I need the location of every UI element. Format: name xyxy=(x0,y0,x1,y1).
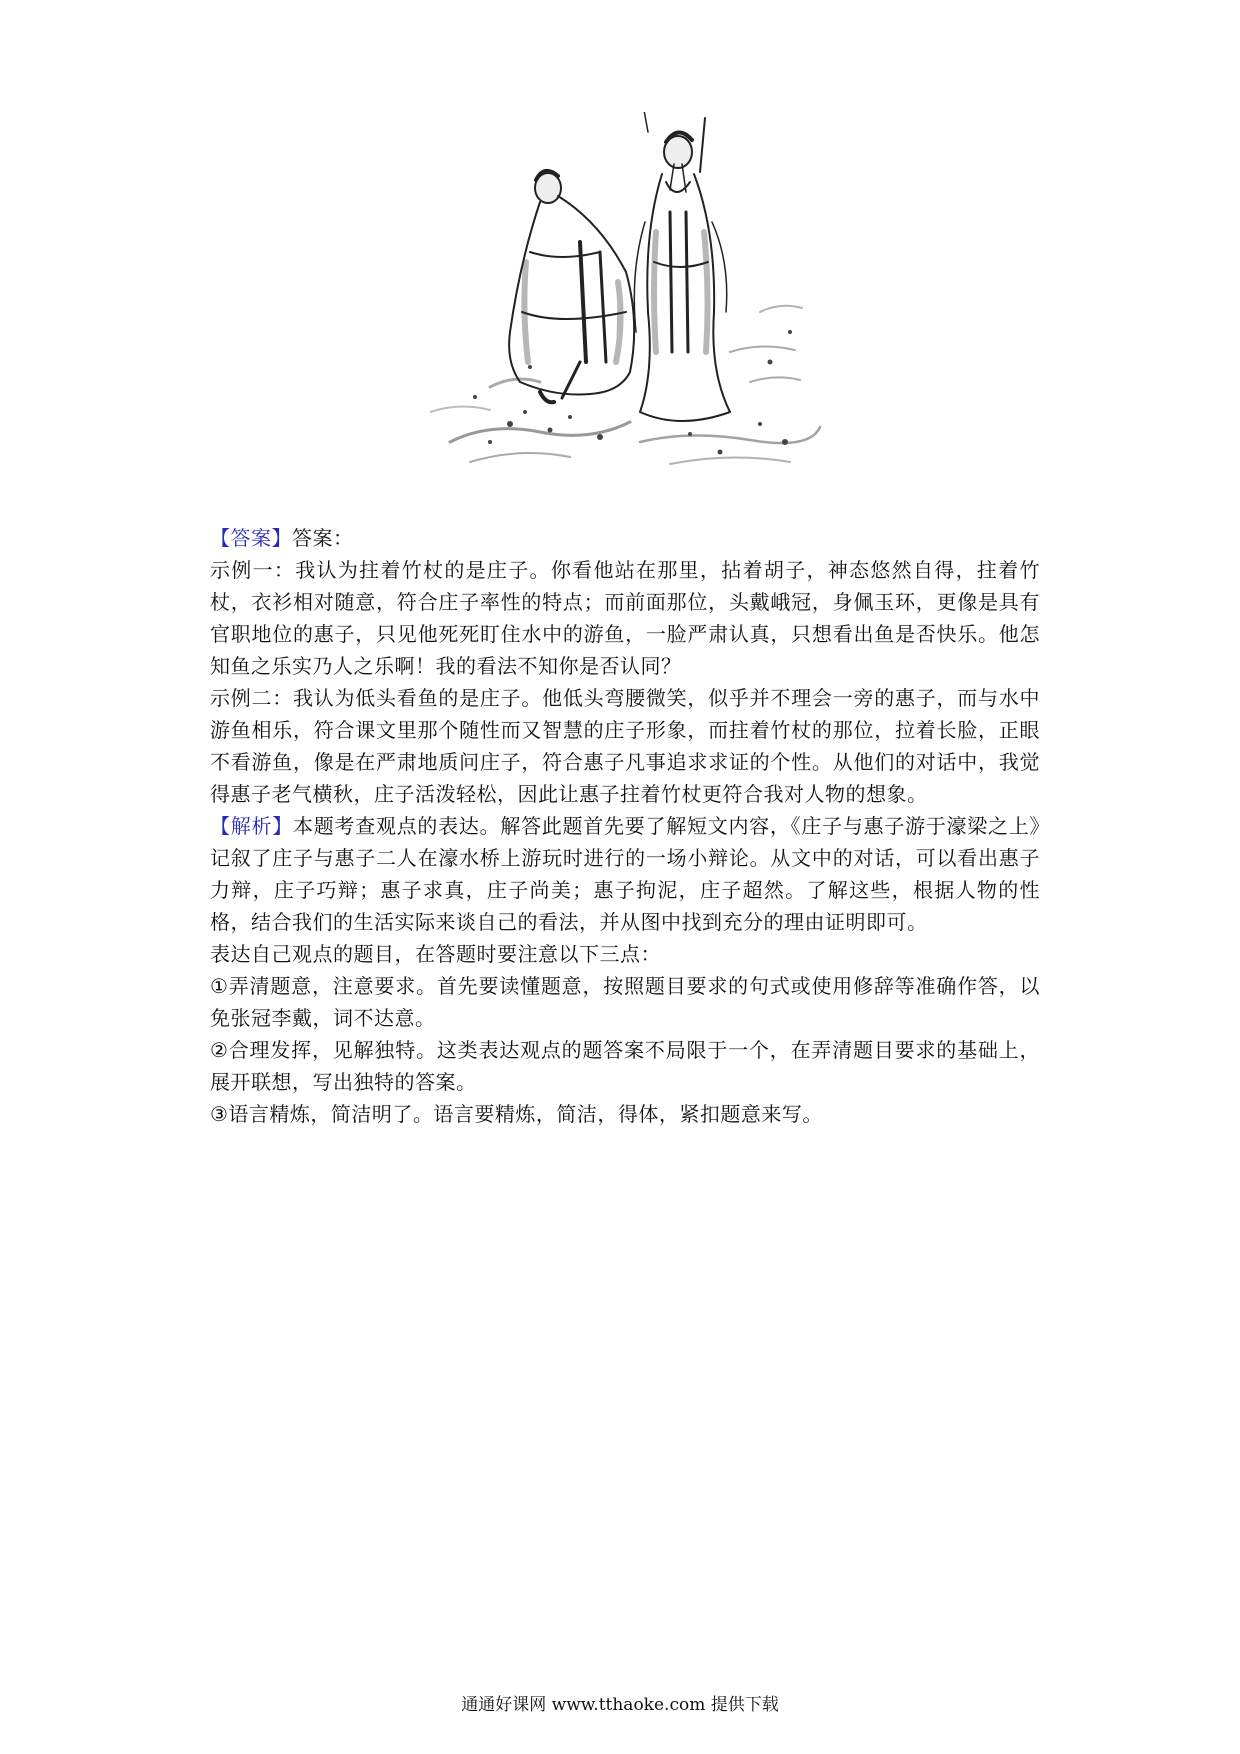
answer-example-2: 示例二：我认为低头看鱼的是庄子。他低头弯腰微笑，似乎并不理会一旁的惠子，而与水中游鱼相乐，符合课文里那个随性而又智慧的庄子形象，而拄着竹杖的那位，拉着长脸，正眼不看游鱼，像是在严肃地质问庄子，符合惠子凡事追求求证的个性。从他们的对话中，我觉得惠子老气横秋，庄子活泼轻松，因此让惠子拄着竹杖更符合我对人物的想象。 xyxy=(210,686,1040,806)
ink-painting-illustration xyxy=(430,112,830,492)
answer-heading xyxy=(210,522,1040,554)
analysis-point-1: ①弄清题意，注意要求。首先要读懂题意，按照题目要求的句式或使用修辞等准确作答，以免张冠李戴，词不达意。 xyxy=(210,974,1040,1030)
answer-example-1: 示例一：我认为拄着竹杖的是庄子。你看他站在那里，拈着胡子，神态悠然自得，拄着竹杖，衣衫相对随意，符合庄子率性的特点；而前面那位，头戴峨冠，身佩玉环，更像是具有官职地位的惠子，只见他死死盯住水中的游鱼，一脸严肃认真，只想看出鱼是否快乐。他怎知鱼之乐实乃人之乐啊！我的看法不知你是否认同？ xyxy=(210,558,1040,678)
answer-tag: 【答案】 xyxy=(210,526,292,550)
analysis-point-2: ②合理发挥，见解独特。这类表达观点的题答案不局限于一个，在弄清题目要求的基础上，展开联想，写出独特的答案。 xyxy=(210,1038,1040,1094)
answer-content xyxy=(210,522,1040,1130)
answer-label: 答案： xyxy=(292,526,354,550)
analysis-point-3: ③语言精炼，简洁明了。语言要精炼，简洁，得体，紧扣题意来写。 xyxy=(210,1102,823,1126)
analysis-tag: 【解析】 xyxy=(210,814,293,838)
page-footer: 通通好课网 www.tthaoke.com 提供下载 xyxy=(461,1695,779,1715)
analysis-paragraph xyxy=(210,810,1040,938)
ink-painting-zhuangzi-huizi-icon xyxy=(430,112,830,492)
analysis-intro: 表达自己观点的题目，在答题时要注意以下三点： xyxy=(210,942,661,966)
analysis-text: 本题考查观点的表达。解答此题首先要了解短文内容，《庄子与惠子游于濠梁之上》记叙了庄子与惠子二人在濠水桥上游玩时进行的一场小辩论。从文中的对话，可以看出惠子力辩，庄子巧辩；惠子求真，庄子尚美；惠子拘泥，庄子超然。了解这些，根据人物的性格，结合我们的生活实际来谈自己的看法，并从图中找到充分的理由证明即可。 xyxy=(210,814,1041,934)
